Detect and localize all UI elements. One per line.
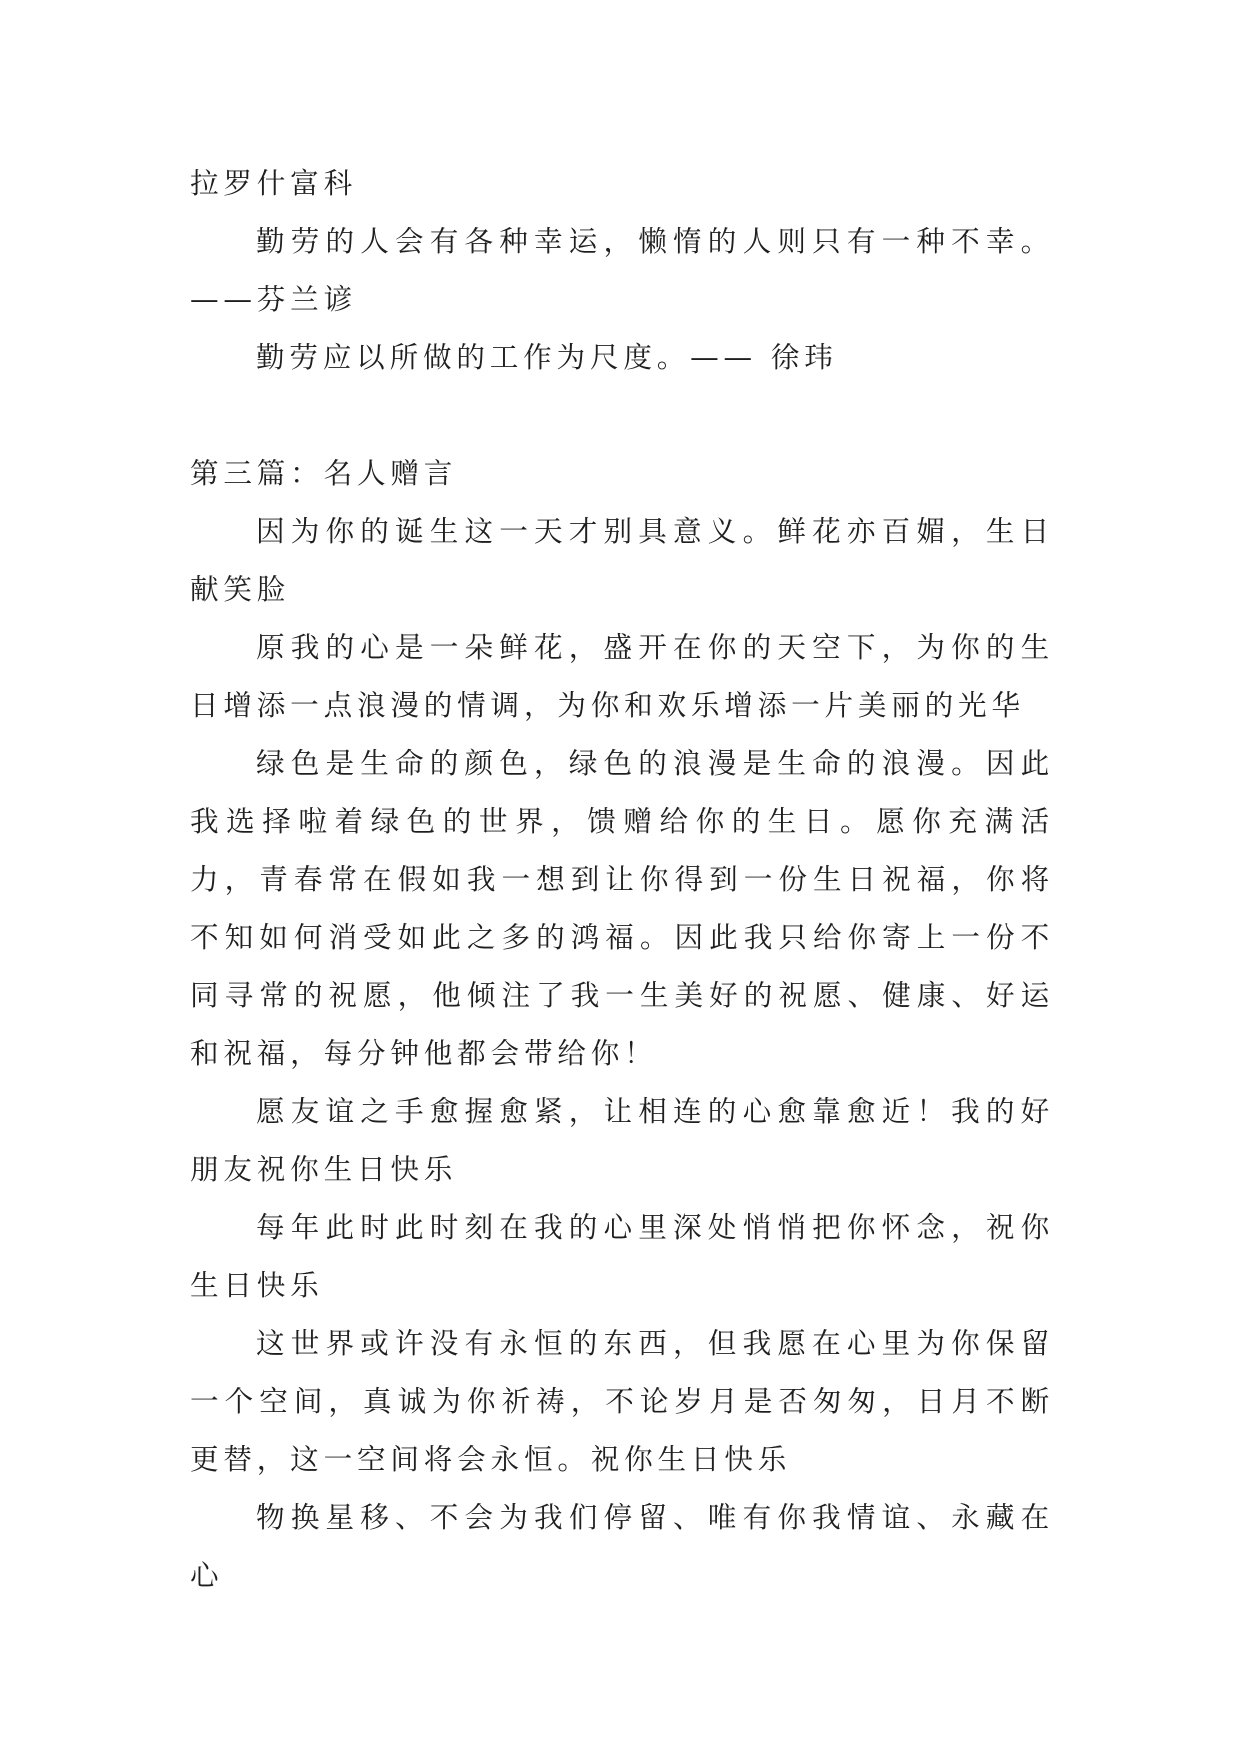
body-paragraph: 物换星移、不会为我们停留、唯有你我情谊、永藏在心	[190, 1500, 1054, 1592]
quote-paragraph: 勤劳的人会有各种幸运，懒惰的人则只有一种不幸。——芬兰谚	[190, 224, 1054, 316]
body-paragraph: 绿色是生命的颜色，绿色的浪漫是生命的浪漫。因此我选择啦着绿色的世界，馈赠给你的生日。愿你充满活力，青春常在假如我一想到让你得到一份生日祝福，你将不知如何消受如此之多的鸿福。因此我只给你寄上一份不同寻常的祝愿，他倾注了我一生美好的祝愿、健康、好运和祝福，每分钟他都会带给你！	[190, 746, 1054, 1070]
intro-fragment: 拉罗什富科	[190, 166, 357, 200]
body-paragraph: 因为你的诞生这一天才别具意义。鲜花亦百媚，生日献笑脸	[190, 514, 1054, 606]
document-body	[190, 154, 1054, 1604]
section-spacer	[190, 386, 1054, 444]
body-paragraph: 原我的心是一朵鲜花，盛开在你的天空下，为你的生日增添一点浪漫的情调，为你和欢乐增添一片美丽的光华	[190, 630, 1054, 722]
quote-paragraph: 勤劳应以所做的工作为尺度。—— 徐玮	[256, 340, 838, 374]
body-paragraph: 愿友谊之手愈握愈紧，让相连的心愈靠愈近！我的好朋友祝你生日快乐	[190, 1094, 1054, 1186]
body-paragraph: 每年此时此时刻在我的心里深处悄悄把你怀念，祝你生日快乐	[190, 1210, 1054, 1302]
body-paragraph: 这世界或许没有永恒的东西，但我愿在心里为你保留一个空间，真诚为你祈祷，不论岁月是否匆匆，日月不断更替，这一空间将会永恒。祝你生日快乐	[190, 1326, 1054, 1476]
section-title: 第三篇：名人赠言	[190, 456, 458, 490]
